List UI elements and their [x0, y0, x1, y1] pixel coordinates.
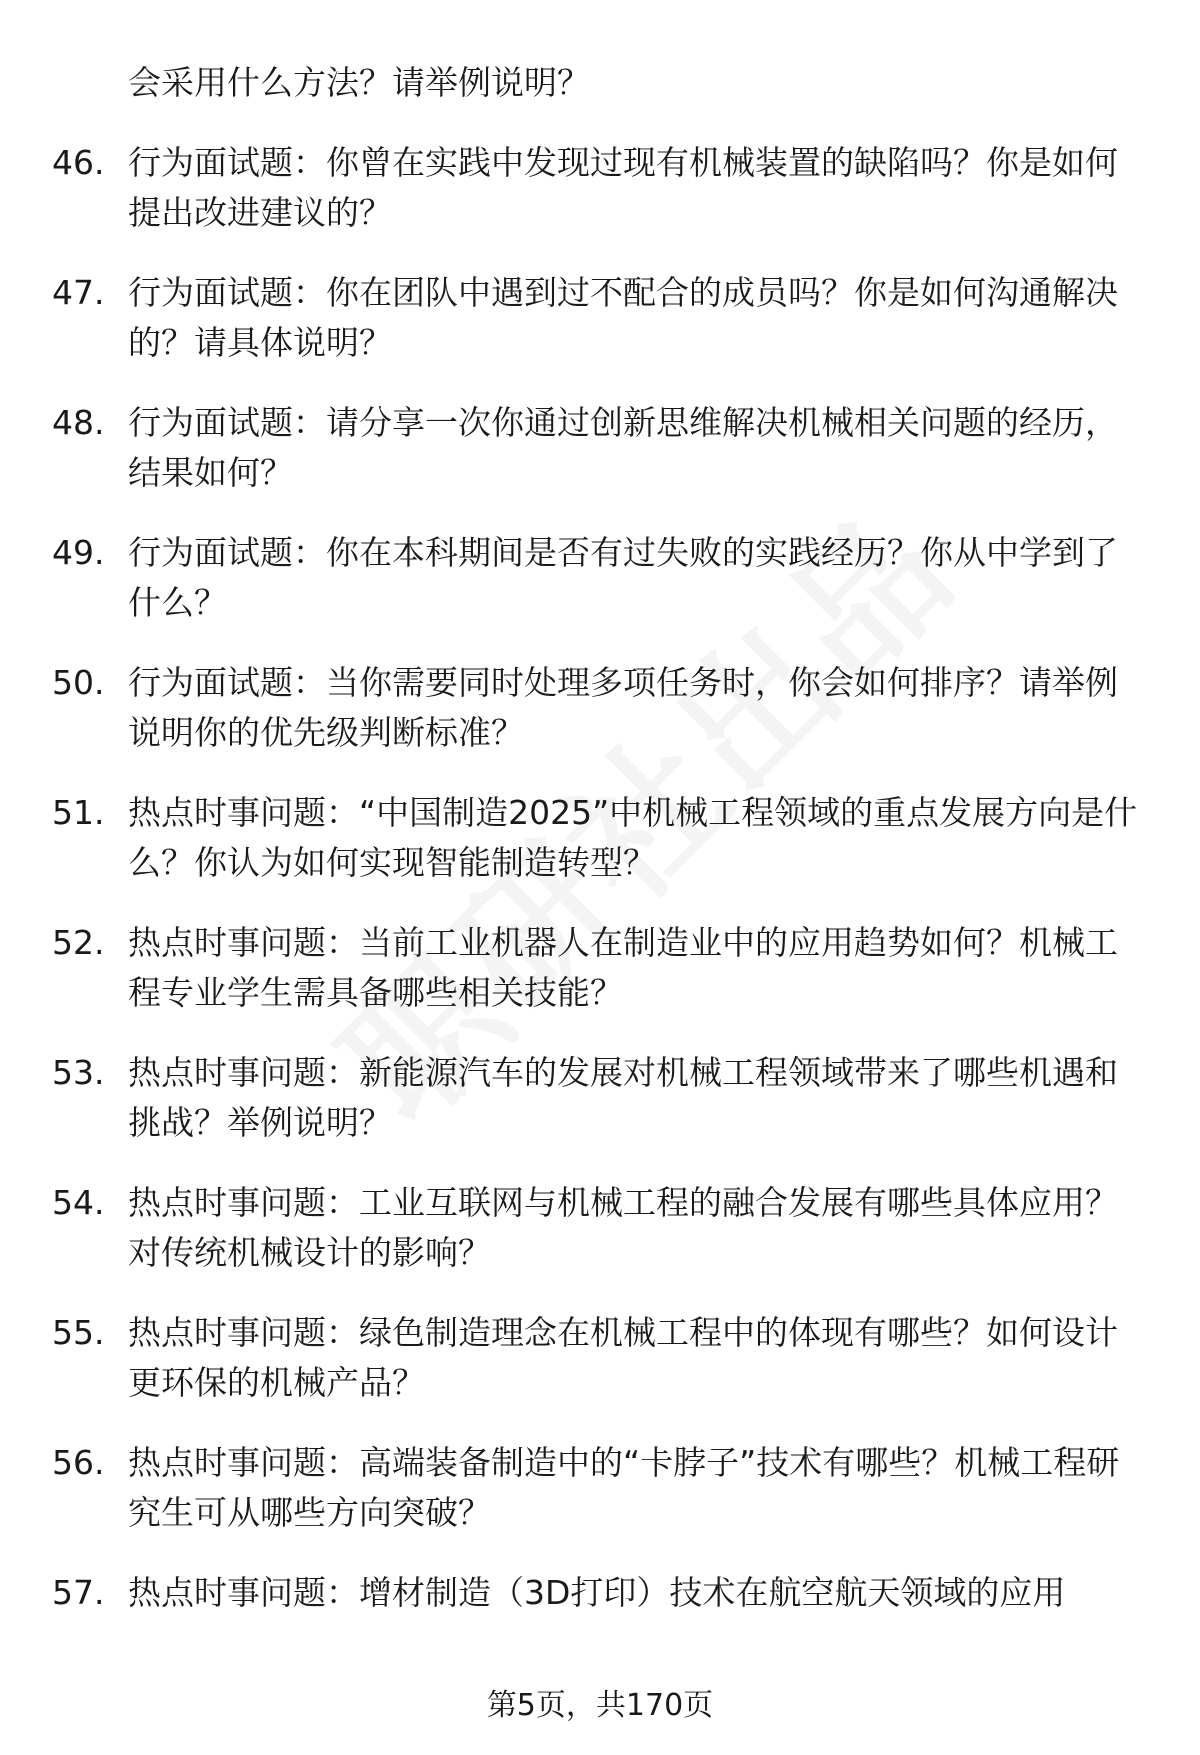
item-number: 49.	[52, 533, 105, 572]
item-text: 热点时事问题：工业互联网与机械工程的融合发展有哪些具体应用？对传统机械设计的影响？	[128, 1183, 1118, 1272]
item-number: 55.	[52, 1313, 105, 1352]
item-text: 热点时事问题：新能源汽车的发展对机械工程领域带来了哪些机遇和挑战？举例说明？	[128, 1053, 1118, 1142]
item-text: 行为面试题：你曾在实践中发现过现有机械装置的缺陷吗？你是如何提出改进建议的？	[128, 143, 1118, 232]
item-number: 51.	[52, 793, 105, 832]
list-item	[0, 1178, 1200, 1308]
item-text: 热点时事问题：当前工业机器人在制造业中的应用趋势如何？机械工程专业学生需具备哪些相关技能？	[128, 923, 1118, 1012]
list-item	[0, 1438, 1200, 1568]
list-item	[0, 918, 1200, 1048]
item-text: 热点时事问题：增材制造（3D打印）技术在航空航天领域的应用	[128, 1573, 1066, 1612]
item-number: 48.	[52, 403, 105, 442]
item-number: 50.	[52, 663, 105, 702]
item-text: 热点时事问题：绿色制造理念在机械工程中的体现有哪些？如何设计更环保的机械产品？	[128, 1313, 1118, 1402]
list-item	[0, 1048, 1200, 1178]
item-text: 热点时事问题：高端装备制造中的“卡脖子”技术有哪些？机械工程研究生可从哪些方向突破？	[128, 1443, 1120, 1532]
item-text: 热点时事问题：“中国制造2025”中机械工程领域的重点发展方向是什么？你认为如何实现智能制造转型？	[128, 793, 1138, 882]
item-text: 行为面试题：请分享一次你通过创新思维解决机械相关问题的经历，结果如何？	[128, 403, 1118, 492]
list-item	[0, 658, 1200, 788]
continued-text: 会采用什么方法？请举例说明？	[128, 63, 590, 102]
list-item	[0, 268, 1200, 398]
list-item	[0, 528, 1200, 658]
item-number: 47.	[52, 273, 105, 312]
item-text: 行为面试题：你在本科期间是否有过失败的实践经历？你从中学到了什么？	[128, 533, 1118, 622]
item-number: 57.	[52, 1573, 105, 1612]
item-number: 53.	[52, 1053, 105, 1092]
list-item	[0, 788, 1200, 918]
question-list	[0, 138, 1200, 1698]
item-number: 54.	[52, 1183, 105, 1222]
item-number: 52.	[52, 923, 105, 962]
list-item	[0, 398, 1200, 528]
item-text: 行为面试题：你在团队中遇到过不配合的成员吗？你是如何沟通解决的？请具体说明？	[128, 273, 1118, 362]
item-number: 46.	[52, 143, 105, 182]
page-footer: 第5页，共170页	[486, 1688, 714, 1723]
item-text: 行为面试题：当你需要同时处理多项任务时，你会如何排序？请举例说明你的优先级判断标准？	[128, 663, 1118, 752]
list-item	[0, 1308, 1200, 1438]
item-number: 56.	[52, 1443, 105, 1482]
list-item	[0, 1568, 1200, 1698]
list-item	[0, 138, 1200, 268]
